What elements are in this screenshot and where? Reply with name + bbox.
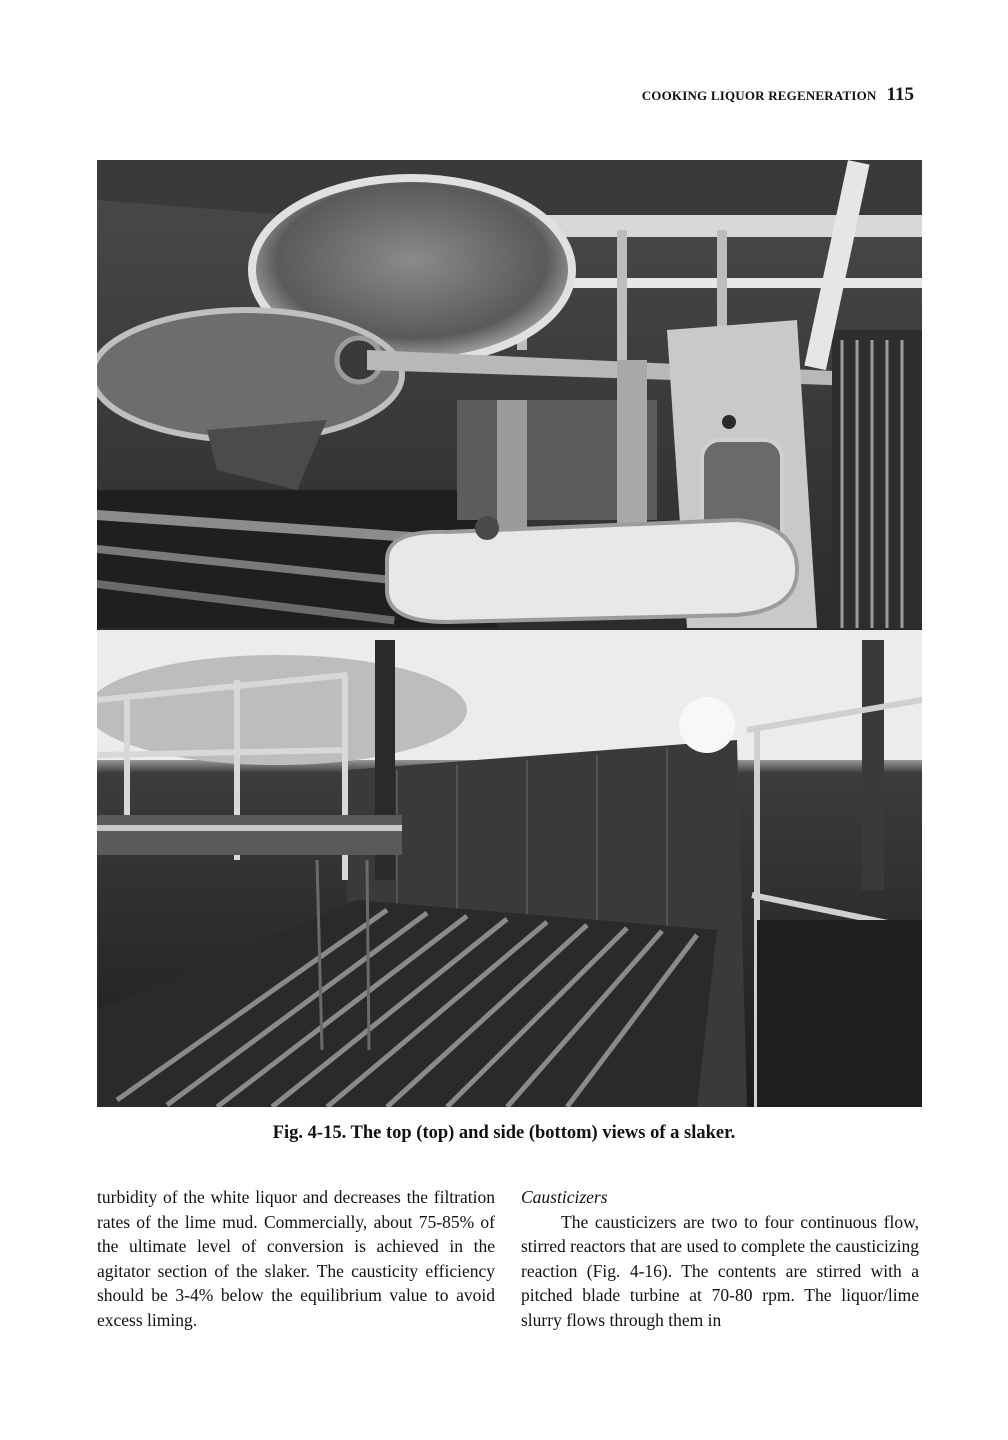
right-column: [521, 1185, 919, 1333]
page-number: 115: [886, 84, 914, 105]
right-paragraph: The causticizers are two to four continuous flow, stirred reactors that are used to complete the causticizing reaction (Fig. 4-16). The contents are stirred with a pitched blade turbine at 70-80 rpm. The liquor/lime slurry flows through them in: [521, 1211, 919, 1330]
photo-side-view: [97, 630, 922, 1107]
running-title: COOKING LIQUOR REGENERATION: [641, 88, 877, 103]
figure-slaker: [97, 160, 922, 1107]
photo-top-view: [97, 160, 922, 628]
section-heading-causticizers: Causticizers: [521, 1187, 608, 1207]
running-head: [642, 84, 914, 106]
left-paragraph: turbidity of the white liquor and decreases the filtration rates of the lime mud. Commercially, about 75-85% of the ultimate level of conversion is achieved in the agitator section of the slaker. The causticity efficiency should be 3-4% below the equilibrium value to avoid excess liming.: [97, 1187, 495, 1330]
figure-caption: Fig. 4-15. The top (top) and side (bottom) views of a slaker.: [272, 1123, 736, 1143]
left-column: [97, 1185, 495, 1333]
